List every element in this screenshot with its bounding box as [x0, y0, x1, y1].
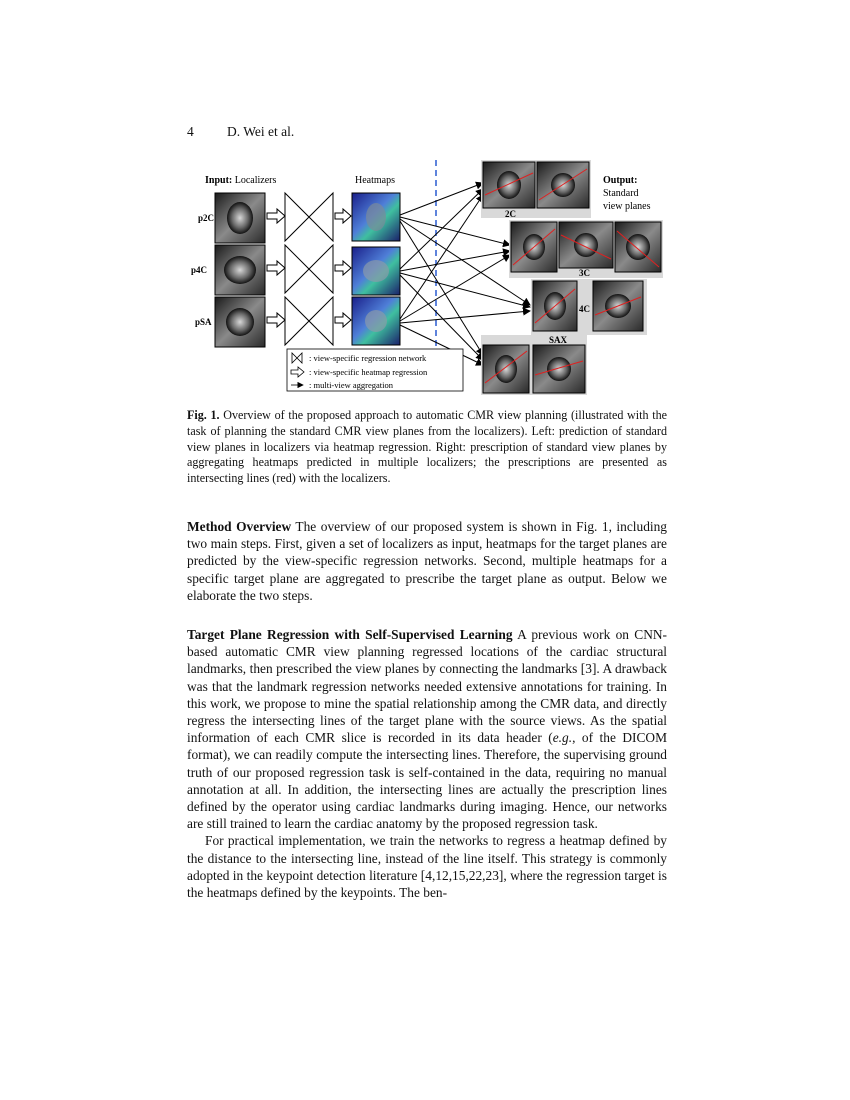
localizer-p2c-image: [215, 193, 265, 243]
localizer-psa-image: [215, 297, 265, 347]
caption-text: Overview of the proposed approach to automatic CMR view planning (illustrated with the task of planning the standard CMR view planes from the localizers). Left: prediction of standard view planes in localizers via heatmap regression. Right: prescription of standard view planes by aggregating heatmaps predicted in multiple localizers; the prescriptions are presented as intersecting lines (red) with the localizers.: [187, 408, 667, 486]
method-overview-paragraph: [187, 518, 667, 604]
row-label-p4c: p4C: [191, 265, 208, 275]
output-label-line3: view planes: [603, 201, 651, 212]
target-plane-text-a: A previous work on CNN-based automatic CMR view planning regressed locations of the cardiac structural landmarks, then prescribed the view planes by connecting the landmarks [3]. A drawback was that the landmark regression networks needed extensive annotations for training. In this work, we propose to mine the spatial relationship among the CMR data, and directly regress the intersecting lines of the target plane with the source views. As the spatial information of each CMR slice is recorded in its data header (: [187, 627, 667, 746]
output-3c-group: [509, 220, 663, 278]
regression-network-icons: [285, 193, 333, 345]
figure-1: [185, 155, 665, 395]
heatmap-p2c-image: [352, 193, 400, 241]
figure-legend: [287, 349, 463, 391]
legend-heatmap-text: : view-specific heatmap regression: [309, 367, 428, 377]
heatmap-psa-image: [352, 297, 400, 345]
method-overview-heading: Method Overview: [187, 519, 292, 534]
target-plane-section: [187, 626, 667, 901]
output-sax-group: [481, 335, 587, 395]
running-title: D. Wei et al.: [227, 124, 295, 139]
target-plane-heading: Target Plane Regression with Self-Supervised Learning: [187, 627, 513, 642]
plane-label-4c: 4C: [579, 304, 590, 314]
heatmap-output-arrows: [335, 209, 351, 327]
output-2c-group: [481, 160, 591, 219]
output-4c-group: [531, 279, 647, 335]
eg-abbrev: e.g.: [552, 730, 573, 746]
legend-aggregation-text: : multi-view aggregation: [309, 380, 394, 390]
page-number: 4: [187, 124, 194, 139]
legend-network-text: : view-specific regression network: [309, 353, 427, 363]
figure-diagram: [185, 155, 665, 395]
target-plane-paragraph-2: For practical implementation, we train the networks to regress a heatmap defined by the distance to the intersecting line, instead of the line itself. This strategy is commonly adopted in the keypoint detection literature [4,12,15,22,23], where the regression target is the heatmaps defined by the keypoints. The ben-: [187, 833, 667, 901]
output-label-line2: Standard: [603, 188, 639, 199]
method-overview-text: The overview of our proposed system is shown in Fig. 1, including two main steps. First, given a set of localizers as input, heatmaps for the target planes are predicted by the view-specific regression networks. Second, multiple heatmaps for a specific target plane are aggregated to prescribe the target plane as output. Below we elaborate the two steps.: [187, 519, 668, 603]
plane-label-3c: 3C: [579, 268, 590, 278]
plane-label-2c: 2C: [505, 209, 516, 219]
heatmaps-label: Heatmaps: [355, 175, 395, 186]
caption-label: Fig. 1.: [187, 408, 220, 422]
target-plane-text-b: , of the DICOM format), we can readily compute the intersecting lines. Therefore, the supervising ground truth of our proposed regression task is self-contained in the data, requiring no manual annotation at all. In addition, the intersecting lines are actually the prescription lines defined by the operator using cardiac landmarks during imaging. Hence, our networks are still trained to learn the cardiac anatomy by the proposed regression task.: [187, 730, 668, 832]
input-label: Input: Localizers: [205, 175, 277, 186]
plane-label-sax: SAX: [549, 335, 568, 345]
heatmap-regression-arrows: [267, 209, 285, 327]
row-label-psa: pSA: [195, 317, 212, 327]
heatmap-p4c-image: [352, 247, 400, 295]
target-plane-paragraph-1: [187, 626, 667, 832]
output-label: Output:: [603, 175, 638, 186]
localizer-p4c-image: [215, 245, 265, 295]
row-label-p2c: p2C: [198, 213, 215, 223]
figure-caption: [187, 408, 667, 487]
running-header: [187, 124, 294, 140]
